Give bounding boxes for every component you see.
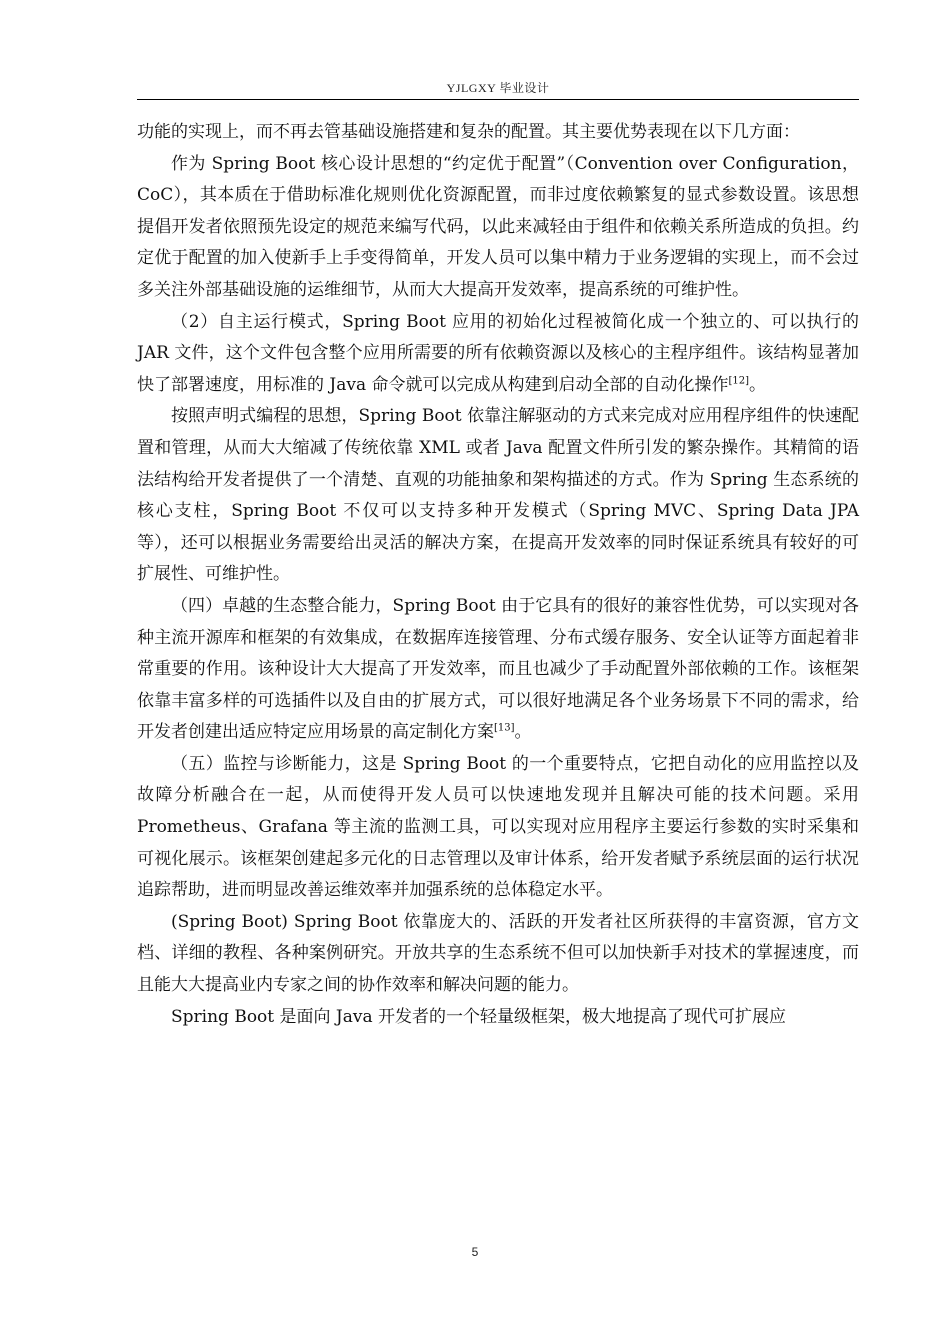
citation-13: [13] xyxy=(494,722,515,734)
paragraph-7: (Spring Boot) Spring Boot 依靠庞大的、活跃的开发者社区所获得的丰富资源，官方文档、详细的教程、各种案例研究。开放共享的生态系统不但可以加快新手对技术的掌握速度，而且能大大提高业内专家之间的协作效率和解决问题的能力。 xyxy=(137,911,859,996)
header-rule xyxy=(137,99,859,100)
paragraph-6: （五）监控与诊断能力，这是 Spring Boot 的一个重要特点，它把自动化的应用监控以及故障分析融合在一起，从而使得开发人员可以快速地发现并且解决可能的技术问题。采用 Prometheus、Grafana 等主流的监测工具，可以实现对应用程序主要运行参数的实时采集和可视化展示。该框架创建起多元化的日志管理以及审计体系，给开发者赋予系统层面的运行状况追踪帮助，进而明显改善运维效率并加强系统的总体稳定水平。 xyxy=(137,753,859,901)
paragraph-1: 功能的实现上，而不再去管基础设施搭建和复杂的配置。其主要优势表现在以下几方面： xyxy=(137,122,800,142)
paragraph-4: 按照声明式编程的思想，Spring Boot 依靠注解驱动的方式来完成对应用程序组件的快速配置和管理，从而大大缩减了传统依靠 XML 或者 Java 配置文件所引发的繁杂操作。其精简的语法结构给开发者提供了一个清楚、直观的功能抽象和架构描述的方式。作为 Spring 生态系统的核心支柱，Spring Boot 不仅可以支持多种开发模式（Spring MVC、Spring Data JPA 等），还可以根据业务需要给出灵活的解决方案，在提高开发效率的同时保证系统具有较好的可扩展性、可维护性。 xyxy=(137,406,859,585)
page-number: 5 xyxy=(471,1245,479,1259)
page-header: YJLGXY 毕业设计 xyxy=(446,81,550,95)
document-body xyxy=(137,117,859,1033)
paragraph-5: （四）卓越的生态整合能力，Spring Boot 由于它具有的很好的兼容性优势，可以实现对各种主流开源库和框架的有效集成，在数据库连接管理、分布式缓存服务、安全认证等方面起着非常重要的作用。该种设计大大提高了开发效率，而且也减少了手动配置外部依赖的工作。该框架依靠丰富多样的可选插件以及自由的扩展方式，可以很好地满足各个业务场景下不同的需求，给开发者创建出适应特定应用场景的高定制化方案[13]。 xyxy=(137,595,859,743)
paragraph-8: Spring Boot 是面向 Java 开发者的一个轻量级框架，极大地提高了现代可扩展应 xyxy=(171,1006,787,1027)
citation-12: [12] xyxy=(728,375,750,387)
paragraph-2: 作为 Spring Boot 核心设计思想的“约定优于配置”（Convention over Configuration，CoC），其本质在于借助标准化规则优化资源配置，而非过度依赖繁复的显式参数设置。该思想提倡开发者依照预先设定的规范来编写代码，以此来减轻由于组件和依赖关系所造成的负担。约定优于配置的加入使新手上手变得简单，开发人员可以集中精力于业务逻辑的实现上，而不会过多关注外部基础设施的运维细节，从而大大提高开发效率，提高系统的可维护性。 xyxy=(137,153,859,300)
paragraph-3: （2）自主运行模式，Spring Boot 应用的初始化过程被简化成一个独立的、可以执行的 JAR 文件，这个文件包含整个应用所需要的所有依赖资源以及核心的主程序组件。该结构显著加快了部署速度，用标准的 Java 命令就可以完成从构建到启动全部的自动化操作[12]。 xyxy=(137,311,859,395)
